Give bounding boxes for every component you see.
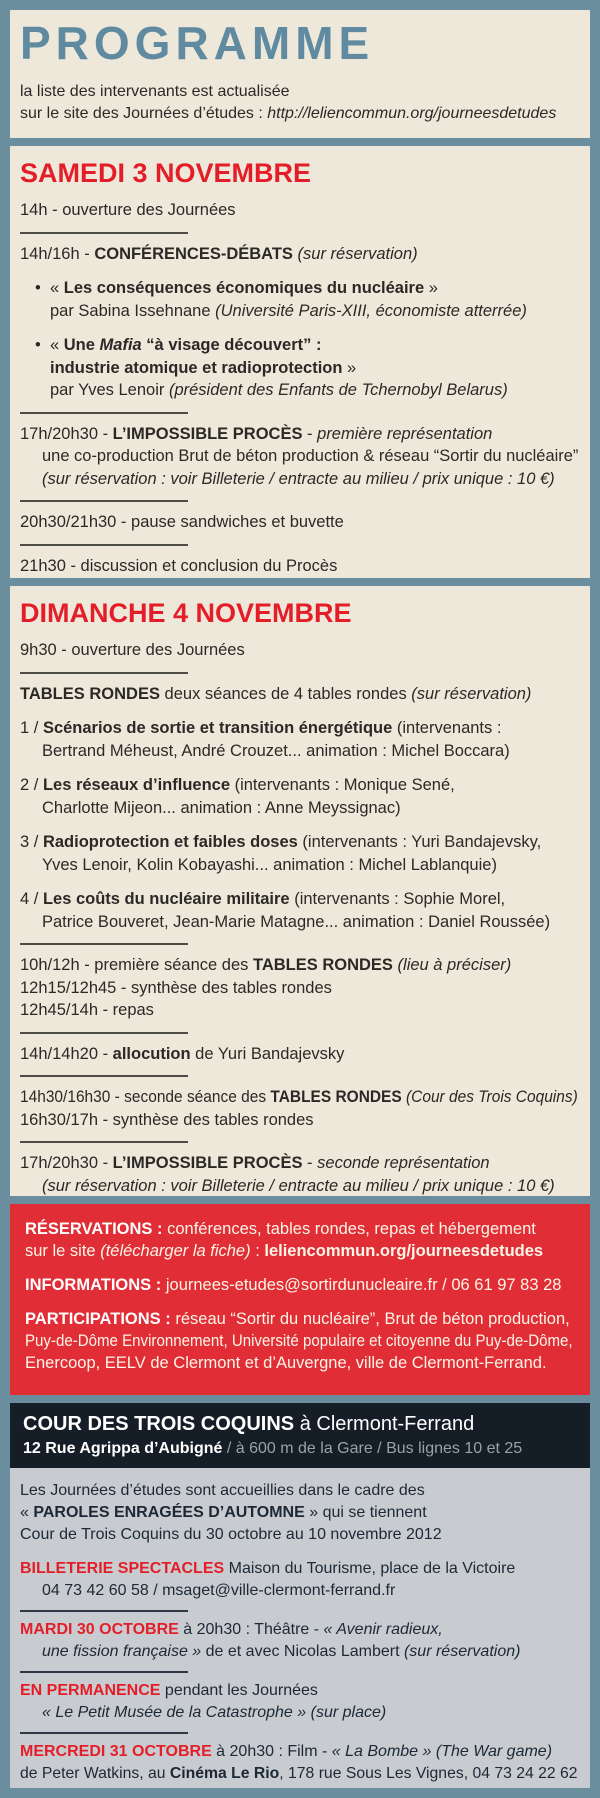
text-line: PARTICIPATIONS : réseau “Sortir du nucléaire”, Brut de béton production, [25,1310,570,1328]
text-line: Cour de Trois Coquins du 30 octobre au 10 novembre 2012 [20,1526,442,1543]
text-line: Charlotte Mijeon... animation : Anne Meyssignac) [42,798,401,817]
bullet-icon: • [35,279,41,297]
text-line: la liste des intervenants est actualisée [20,82,290,100]
festival-panel [10,1468,590,1788]
text-line: Puy-de-Dôme Environnement, Université populaire et citoyenne du Puy-de-Dôme, [25,1332,573,1350]
festival-info [20,1480,580,1785]
divider-line [20,1032,188,1034]
text-line: BILLETERIE SPECTACLES Maison du Tourisme, place de la Victoire [20,1560,516,1577]
text-line: 3 / Radioprotection et faibles doses (intervenants : Yuri Bandajevsky, [20,833,542,851]
page-title: PROGRAMME [20,17,375,69]
sunday-schedule [20,639,580,1196]
text-line: 14h30/16h30 - seconde séance des TABLES RONDES (Cour des Trois Coquins) [20,1088,578,1106]
divider-line [20,943,188,945]
sunday-title: DIMANCHE 4 NOVEMBRE [20,598,352,628]
saturday-schedule [20,199,580,577]
text-line: Enercoop, EELV de Clermont et d’Auvergne, ville de Clermont-Ferrand. [25,1354,547,1372]
text-line: 4 / Les coûts du nucléaire militaire (intervenants : Sophie Morel, [20,890,506,908]
text-line: 12 Rue Agrippa d’Aubigné / à 600 m de la Gare / Bus lignes 10 et 25 [23,1440,523,1457]
text-line: 14h - ouverture des Journées [20,201,236,219]
bullet-item: • « Une Mafia “à visage découvert” : [20,334,580,357]
text-line: 17h/20h30 - L’IMPOSSIBLE PROCÈS - seconde représentation [20,1154,490,1172]
text-line: (sur réservation : voir Billeterie / entracte au milieu / prix unique : 10 €) [42,1176,555,1195]
text-line: 16h30/17h - synthèse des tables rondes [20,1110,314,1129]
text-line: 04 73 42 60 58 / msaget@ville-clermont-ferrand.fr [42,1582,396,1599]
text-line: 20h30/21h30 - pause sandwiches et buvette [20,513,344,531]
text-line: 10h/12h - première séance des TABLES RONDES (lieu à préciser) [20,956,512,974]
text-line: RÉSERVATIONS : conférences, tables rondes, repas et hébergement [25,1220,536,1238]
text-line: 14h/16h - CONFÉRENCES-DÉBATS (sur réservation) [20,244,418,263]
text-line: 21h30 - discussion et conclusion du Procès [20,556,338,575]
text-line: COUR DES TROIS COQUINS à Clermont-Ferrand [23,1413,475,1435]
divider-line [20,232,188,234]
bullet-icon: • [35,336,41,354]
text-line: par Sabina Issehnane (Université Paris-XIII, économiste atterrée) [50,301,527,320]
text-line: MERCREDI 31 OCTOBRE à 20h30 : Film - « La Bombe » (The War game) [20,1743,553,1760]
text-line: 12h15/12h45 - synthèse des tables rondes [20,978,332,997]
text-line: Les Journées d’études sont accueillies dans le cadre des [20,1482,425,1499]
text-line: par Yves Lenoir (président des Enfants de Tchernobyl Belarus) [50,381,508,399]
divider-line [20,1141,188,1143]
text-line: une fission française » de et avec Nicolas Lambert (sur réservation) [42,1643,521,1660]
text-line: « PAROLES ENRAGÉES D’AUTOMNE » qui se tiennent [20,1504,427,1521]
divider-line [20,1671,188,1673]
text-line: INFORMATIONS : journees-etudes@sortirdunucleaire.fr / 06 61 97 83 28 [25,1276,562,1294]
text-line: de Peter Watkins, au Cinéma Le Rio, 178 rue Sous Les Vignes, 04 73 24 22 62 [20,1765,578,1782]
text-line: (sur réservation : voir Billeterie / entracte au milieu / prix unique : 10 €) [42,469,555,488]
text-line: 12h45/14h - repas [20,1001,154,1019]
booking-info [25,1218,575,1374]
booking-info-panel [10,1204,590,1395]
sunday-panel [10,586,590,1196]
header-panel [10,10,590,138]
divider-line [20,1732,188,1734]
text-line: Bertrand Méheust, André Crouzet... animation : Michel Boccara) [42,741,510,760]
text-line: TABLES RONDES deux séances de 4 tables rondes (sur réservation) [20,684,532,703]
text-line: « Le Petit Musée de la Catastrophe » (sur place) [42,1704,387,1721]
header-subtitle [20,81,580,125]
text-line: sur le site (télécharger la fiche) : leliencommun.org/journeesdetudes [25,1242,544,1260]
text-line: 17h/20h30 - L’IMPOSSIBLE PROCÈS - première représentation [20,424,493,443]
saturday-panel [10,146,590,578]
divider-line [20,544,188,546]
saturday-title: SAMEDI 3 NOVEMBRE [20,158,312,188]
text-line: 2 / Les réseaux d’influence (intervenants : Monique Sené, [20,776,455,794]
text-line: industrie atomique et radioprotection » [50,358,357,377]
venue-panel [10,1403,590,1468]
divider-line [20,672,188,674]
text-line: 14h/14h20 - allocution de Yuri Bandajevsky [20,1044,345,1063]
divider-line [20,1610,188,1612]
divider-line [20,412,188,414]
text-line: Yves Lenoir, Kolin Kobayashi... animation : Michel Lablanquie) [42,855,497,874]
venue-info [23,1411,577,1459]
text-line: sur le site des Journées d’études : http://leliencommun.org/journeesdetudes [20,104,557,122]
text-line: MARDI 30 OCTOBRE à 20h30 : Théâtre - « Avenir radieux, [20,1621,443,1638]
text-line: une co-production Brut de béton production & réseau “Sortir du nucléaire” [42,447,579,465]
text-line: EN PERMANENCE pendant les Journées [20,1682,318,1699]
divider-line [20,500,188,502]
text-line: 1 / Scénarios de sortie et transition énergétique (intervenants : [20,719,502,737]
text-line: Patrice Bouveret, Jean-Marie Matagne... animation : Daniel Roussée) [42,912,551,931]
divider-line [20,1075,188,1077]
text-line: 9h30 - ouverture des Journées [20,641,245,659]
bullet-item: • « Les conséquences économiques du nucléaire » [20,277,580,300]
